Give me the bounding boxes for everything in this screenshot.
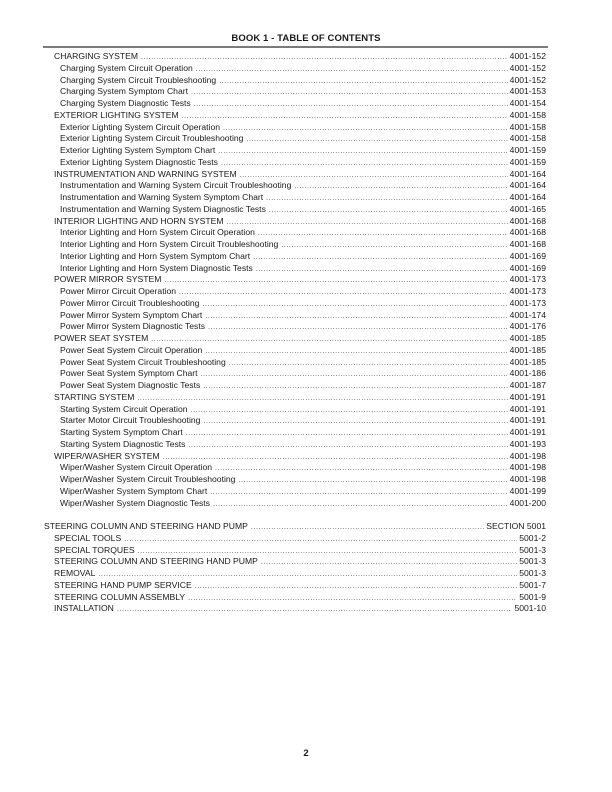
toc-entry-label: INTERIOR LIGHTING AND HORN SYSTEM <box>54 215 224 226</box>
table-of-contents <box>0 51 612 615</box>
toc-entry-subtopic[interactable] <box>60 345 546 357</box>
toc-entry-topic[interactable] <box>54 274 546 286</box>
toc-entry-page: 4001-200 <box>509 497 546 508</box>
toc-entry-page: 4001-191 <box>509 391 546 402</box>
toc-entry-page: 5001-9 <box>519 591 546 602</box>
toc-entry-label: Power Mirror System Diagnostic Tests <box>60 321 206 332</box>
toc-entry-topic[interactable] <box>54 110 546 122</box>
toc-entry-page: 4001-173 <box>509 274 546 285</box>
toc-entry-label: Power Seat System Circuit Troubleshooting <box>60 356 226 367</box>
toc-entry-page: 4001-191 <box>509 415 546 426</box>
toc-entry-subtopic[interactable] <box>60 404 546 416</box>
toc-entry-page: 4001-176 <box>509 321 546 332</box>
toc-entry-topic[interactable] <box>54 333 546 345</box>
toc-entry-label: Charging System Diagnostic Tests <box>60 98 191 108</box>
toc-entry-page: 4001-165 <box>509 203 546 214</box>
toc-entry-page: 5001-2 <box>519 532 546 543</box>
toc-entry-label: Power Seat System Diagnostic Tests <box>60 380 201 390</box>
toc-entry-label: Charging System Symptom Chart <box>60 86 188 97</box>
toc-entry-topic[interactable] <box>54 545 546 557</box>
toc-entry-subtopic[interactable] <box>60 263 546 275</box>
toc-entry-topic[interactable] <box>54 580 546 592</box>
toc-entry-topic[interactable] <box>54 603 546 615</box>
toc-entry-label: Exterior Lighting System Symptom Chart <box>60 145 216 155</box>
toc-entry-label: EXTERIOR LIGHTING SYSTEM <box>54 109 179 120</box>
toc-entry-label: Starting System Symptom Chart <box>60 427 183 437</box>
toc-entry-subtopic[interactable] <box>60 286 546 298</box>
page-title: BOOK 1 - TABLE OF CONTENTS <box>231 33 381 44</box>
toc-entry-page: 4001-198 <box>509 462 546 473</box>
toc-entry-page: 4001-187 <box>509 380 546 390</box>
toc-entry-label: WIPER/WASHER SYSTEM <box>54 450 160 461</box>
toc-entry-subtopic[interactable] <box>60 357 546 369</box>
toc-entry-label: Starting System Circuit Operation <box>60 403 188 414</box>
toc-entry-page: 4001-169 <box>509 250 546 261</box>
toc-group-electrical <box>0 51 612 509</box>
toc-entry-page: 4001-198 <box>509 474 546 484</box>
toc-entry-subtopic[interactable] <box>60 427 546 439</box>
toc-entry-page: 4001-186 <box>509 368 546 379</box>
toc-entry-label: CHARGING SYSTEM <box>54 51 139 61</box>
toc-entry-page: 5001-7 <box>519 579 546 590</box>
toc-entry-page: 4001-185 <box>509 344 546 355</box>
toc-entry-subtopic[interactable] <box>60 63 546 75</box>
toc-entry-subtopic[interactable] <box>60 462 546 474</box>
toc-entry-page: 5001-10 <box>514 603 546 614</box>
toc-entry-subtopic[interactable] <box>60 368 546 380</box>
toc-entry-subtopic[interactable] <box>60 180 546 192</box>
toc-leader-dots <box>117 604 513 616</box>
toc-entry-label: REMOVAL <box>54 568 96 578</box>
toc-entry-subtopic[interactable] <box>60 239 546 251</box>
toc-entry-subtopic[interactable] <box>60 321 546 333</box>
toc-entry-label: POWER SEAT SYSTEM <box>54 333 149 343</box>
toc-spacer <box>0 509 612 521</box>
toc-entry-subtopic[interactable] <box>60 380 546 392</box>
toc-entry-label: Power Mirror Circuit Operation <box>60 286 177 296</box>
toc-entry-label: Interior Lighting and Horn System Circuit Troubleshooting <box>60 239 279 249</box>
toc-entry-label: Starter Motor Circuit Troubleshooting <box>60 415 201 426</box>
toc-entry-page: 4001-185 <box>509 356 546 367</box>
toc-entry-page: 4001-168 <box>509 239 546 249</box>
toc-entry-page: 4001-159 <box>509 156 546 167</box>
toc-entry-subtopic[interactable] <box>60 474 546 486</box>
toc-entry-subtopic[interactable] <box>60 75 546 87</box>
toc-entry-page: 5001-3 <box>519 544 546 555</box>
toc-entry-label: Interior Lighting and Horn System Diagnostic Tests <box>60 262 253 273</box>
toc-entry-topic[interactable] <box>54 533 546 545</box>
toc-group-steering <box>0 533 612 615</box>
toc-entry-page: 4001-164 <box>509 180 546 191</box>
toc-entry-label: Instrumentation and Warning System Diagnostic Tests <box>60 203 266 214</box>
toc-entry-subtopic[interactable] <box>60 86 546 98</box>
toc-entry-label: STEERING COLUMN ASSEMBLY <box>54 591 186 602</box>
toc-entry-label: INSTRUMENTATION AND WARNING SYSTEM <box>54 168 237 179</box>
toc-entry-page: 4001-168 <box>509 215 546 226</box>
toc-entry-topic[interactable] <box>54 169 546 181</box>
toc-entry-page: 4001-164 <box>509 168 546 179</box>
toc-entry-subtopic[interactable] <box>60 227 546 239</box>
toc-entry-subtopic[interactable] <box>60 204 546 216</box>
toc-entry-label: Wiper/Washer System Diagnostic Tests <box>60 497 210 508</box>
toc-entry-page: 5001-3 <box>519 556 546 567</box>
toc-entry-subtopic[interactable] <box>60 415 546 427</box>
toc-entry-label: Exterior Lighting System Circuit Operation <box>60 121 221 132</box>
toc-entry-page: 4001-153 <box>509 86 546 97</box>
toc-entry-topic[interactable] <box>54 451 546 463</box>
toc-entry-subtopic[interactable] <box>60 145 546 157</box>
toc-entry-label: Exterior Lighting System Diagnostic Tests <box>60 156 218 167</box>
toc-entry-page: 4001-159 <box>509 145 546 155</box>
toc-entry-page: 4001-158 <box>509 133 546 144</box>
toc-entry-subtopic[interactable] <box>60 486 546 498</box>
toc-entry-page: 4001-152 <box>509 62 546 73</box>
toc-entry-page: 4001-199 <box>509 485 546 496</box>
toc-entry-topic[interactable] <box>54 592 546 604</box>
toc-entry-subtopic[interactable] <box>60 298 546 310</box>
toc-entry-subtopic[interactable] <box>60 498 546 510</box>
toc-entry-label: Exterior Lighting System Circuit Troubleshooting <box>60 133 244 144</box>
toc-entry-page: 4001-198 <box>509 450 546 461</box>
toc-entry-label: INSTALLATION <box>54 603 114 614</box>
toc-entry-page: 4001-191 <box>509 403 546 414</box>
toc-entry-topic[interactable] <box>54 392 546 404</box>
toc-entry-label: SPECIAL TORQUES <box>54 544 135 555</box>
toc-entry-label: Wiper/Washer System Circuit Troubleshooting <box>60 474 236 484</box>
toc-entry-label: STEERING COLUMN AND STEERING HAND PUMP <box>54 556 258 567</box>
toc-entry-topic[interactable] <box>54 556 546 568</box>
toc-entry-page: 4001-191 <box>509 427 546 437</box>
toc-entry-subtopic[interactable] <box>60 310 546 322</box>
toc-entry-label: Instrumentation and Warning System Circuit Troubleshooting <box>60 180 292 191</box>
toc-entry-label: Charging System Circuit Operation <box>60 62 193 73</box>
header-rule <box>43 46 548 48</box>
toc-section-entry[interactable] <box>44 521 546 533</box>
toc-entry-page: 5001-3 <box>519 568 546 578</box>
toc-entry-topic[interactable] <box>54 51 546 63</box>
toc-leader-dots <box>213 499 508 511</box>
toc-entry-page: 4001-158 <box>509 109 546 120</box>
toc-entry-label: Charging System Circuit Troubleshooting <box>60 74 217 85</box>
toc-entry-subtopic[interactable] <box>60 439 546 451</box>
toc-entry-page: 4001-152 <box>509 74 546 85</box>
toc-entry-page: 4001-154 <box>509 98 546 108</box>
toc-entry-label: POWER MIRROR SYSTEM <box>54 274 162 285</box>
toc-entry-label: Starting System Diagnostic Tests <box>60 438 186 449</box>
toc-entry-page: 4001-173 <box>509 297 546 308</box>
toc-entry-label: Interior Lighting and Horn System Symptom Chart <box>60 250 251 261</box>
toc-entry-label: STEERING COLUMN AND STEERING HAND PUMP <box>44 521 248 531</box>
toc-entry-subtopic[interactable] <box>60 133 546 145</box>
toc-entry-label: Interior Lighting and Horn System Circuit Operation <box>60 227 255 238</box>
toc-entry-subtopic[interactable] <box>60 122 546 134</box>
toc-entry-label: Wiper/Washer System Symptom Chart <box>60 485 208 496</box>
toc-entry-subtopic[interactable] <box>60 192 546 204</box>
toc-entry-page: 4001-152 <box>509 51 546 61</box>
toc-entry-label: Power Seat System Symptom Chart <box>60 368 198 379</box>
toc-entry-page: 4001-174 <box>509 309 546 320</box>
toc-entry-label: Power Mirror Circuit Troubleshooting <box>60 297 200 308</box>
toc-entry-page: 4001-158 <box>509 121 546 132</box>
toc-entry-label: SPECIAL TOOLS <box>54 532 122 543</box>
toc-entry-subtopic[interactable] <box>60 98 546 110</box>
toc-entry-page: 4001-168 <box>509 227 546 238</box>
toc-entry-topic[interactable] <box>54 216 546 228</box>
toc-entry-subtopic[interactable] <box>60 157 546 169</box>
toc-entry-label: STARTING SYSTEM <box>54 391 135 402</box>
page-number: 2 <box>303 748 309 759</box>
toc-entry-label: Power Mirror System Symptom Chart <box>60 309 203 320</box>
toc-entry-label: STEERING HAND PUMP SERVICE <box>54 579 192 590</box>
toc-entry-subtopic[interactable] <box>60 251 546 263</box>
toc-entry-label: Power Seat System Circuit Operation <box>60 344 203 355</box>
toc-entry-page: 4001-193 <box>509 438 546 449</box>
toc-entry-page: 4001-164 <box>509 192 546 202</box>
toc-entry-page: 4001-173 <box>509 286 546 296</box>
toc-entry-label: Wiper/Washer System Circuit Operation <box>60 462 213 473</box>
toc-entry-page: 4001-185 <box>509 333 546 343</box>
toc-entry-page: SECTION 5001 <box>486 521 546 531</box>
toc-entry-page: 4001-169 <box>509 262 546 273</box>
toc-entry-topic[interactable] <box>54 568 546 580</box>
toc-entry-label: Instrumentation and Warning System Symptom Chart <box>60 192 264 202</box>
